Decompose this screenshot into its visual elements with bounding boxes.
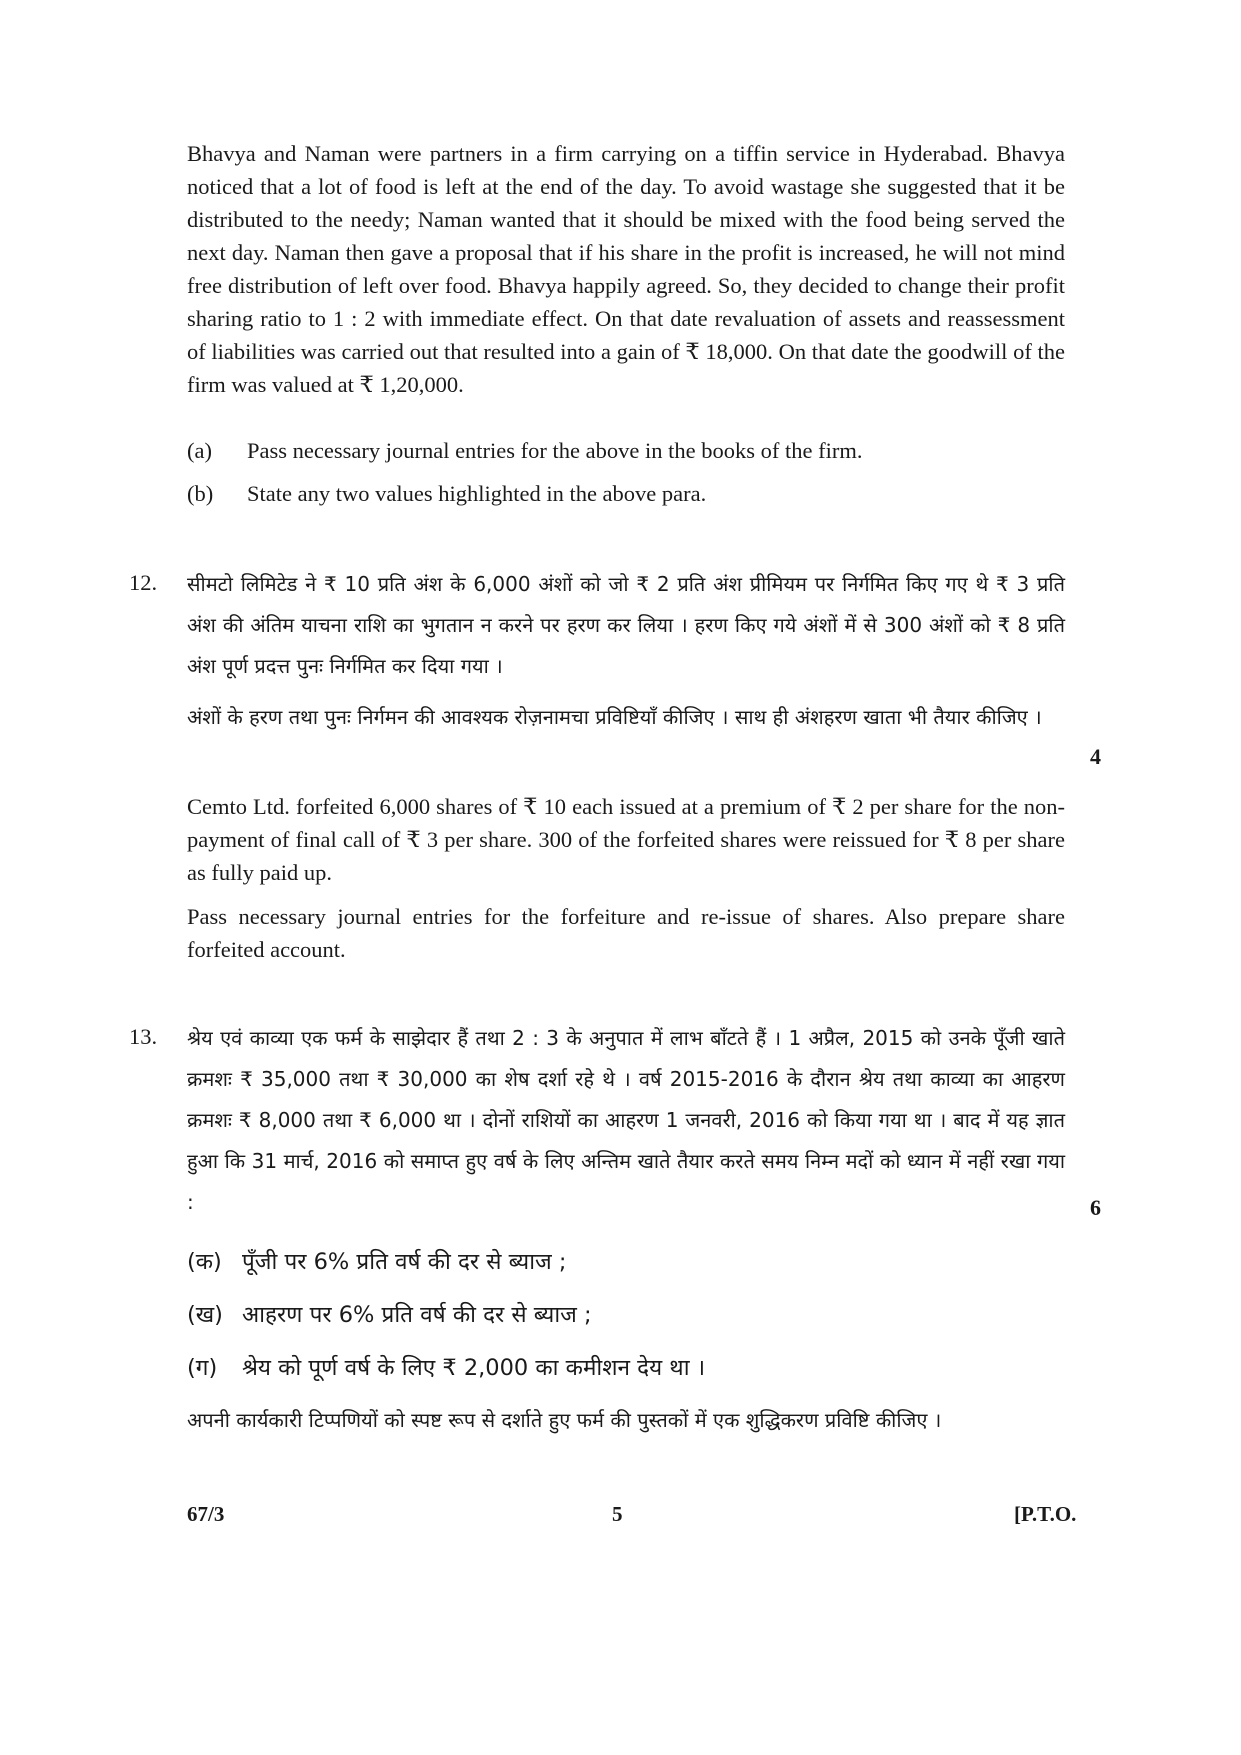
intro-paragraph: Bhavya and Naman were partners in a firm carrying on a tiffin service in Hyderabad. Bhavya noticed that a lot of food is left at the end of the day. To avoid wastage she suggested that it be distributed to the needy; Naman wanted that it should be mixed with the food being served the next day. Naman then gave a proposal that if his share in the profit is increased, he will not mind free distribution of left over food. Bhavya happily agreed. So, they decided to change their profit sharing ratio to 1 : 2 with immediate effect. On that date revaluation of assets and reassessment of liabilities was carried out that resulted into a gain of ₹ 18,000. On that date the goodwill of the firm was valued at ₹ 1,20,000. <box>187 141 1065 397</box>
item-text: श्रेय को पूर्ण वर्ष के लिए ₹ 2,000 का कमीशन देय था । <box>242 1355 706 1381</box>
q12-english-paragraph: Cemto Ltd. forfeited 6,000 shares of ₹ 10 each issued at a premium of ₹ 2 per share for the non-payment of final call of ₹ 3 per share. 300 of the forfeited shares were reissued for ₹ 8 per share as fully paid up. <box>187 794 1065 885</box>
part-text: State any two values highlighted in the above para. <box>247 481 707 506</box>
part-label: (b) <box>187 481 214 506</box>
q13-item-ga <box>187 1352 1065 1385</box>
question-number-13: 13. <box>129 1024 158 1049</box>
q12-hindi-paragraph: सीमटो लिमिटेड ने ₹ 10 प्रति अंश के 6,000 अंशों को जो ₹ 2 प्रति अंश प्रीमियम पर निर्गमित किए गए थे ₹ 3 प्रति अंश की अंतिम याचना राशि का भुगतान न करने पर हरण कर लिया । हरण किए गये अंशों में से 300 अंशों को ₹ 8 प्रति अंश पूर्ण प्रदत्त पुनः निर्गमित कर दिया गया । <box>187 572 1065 678</box>
q12-marks: 4 <box>1090 744 1101 769</box>
item-text: पूँजी पर 6% प्रति वर्ष की दर से ब्याज ; <box>242 1249 567 1275</box>
item-label: (क) <box>187 1249 222 1275</box>
item-label: (ख) <box>187 1302 223 1328</box>
part-label: (a) <box>187 438 212 463</box>
q13-closing-instruction: अपनी कार्यकारी टिप्पणियों को स्पष्ट रूप से दर्शाते हुए फर्म की पुस्तकों में एक शुद्धिकरण प्रविष्टि कीजिए । <box>187 1408 942 1432</box>
intro-part-a <box>187 434 1065 467</box>
q12-english-instruction: Pass necessary journal entries for the forfeiture and re-issue of shares. Also prepare share forfeited account. <box>187 904 1065 962</box>
q13-marks: 6 <box>1090 1195 1101 1220</box>
item-text: आहरण पर 6% प्रति वर्ष की दर से ब्याज ; <box>242 1302 592 1328</box>
q13-item-kha <box>187 1299 1065 1332</box>
page-number: 5 <box>612 1502 623 1526</box>
question-number-12: 12. <box>129 570 158 595</box>
q13-item-ka <box>187 1246 1065 1279</box>
paper-code: 67/3 <box>187 1502 225 1526</box>
item-label: (ग) <box>187 1355 218 1381</box>
pto-marker: [P.T.O. <box>1014 1502 1077 1526</box>
part-text: Pass necessary journal entries for the above in the books of the firm. <box>247 438 863 463</box>
intro-part-b <box>187 477 1065 510</box>
q12-hindi-instruction: अंशों के हरण तथा पुनः निर्गमन की आवश्यक रोज़नामचा प्रविष्टियाँ कीजिए । साथ ही अंशहरण खाता भी तैयार कीजिए । <box>187 705 1042 729</box>
q13-hindi-paragraph: श्रेय एवं काव्या एक फर्म के साझेदार हैं तथा 2 : 3 के अनुपात में लाभ बाँटते हैं । 1 अप्रैल, 2015 को उनके पूँजी खाते क्रमशः ₹ 35,000 तथा ₹ 30,000 का शेष दर्शा रहे थे । वर्ष 2015-2016 के दौरान श्रेय तथा काव्या का आहरण क्रमशः ₹ 8,000 तथा ₹ 6,000 था । दोनों राशियों का आहरण 1 जनवरी, 2016 को किया गया था । बाद में यह ज्ञात हुआ कि 31 मार्च, 2016 को समाप्त हुए वर्ष के लिए अन्तिम खाते तैयार करते समय निम्न मदों को ध्यान में नहीं रखा गया : <box>187 1026 1065 1214</box>
